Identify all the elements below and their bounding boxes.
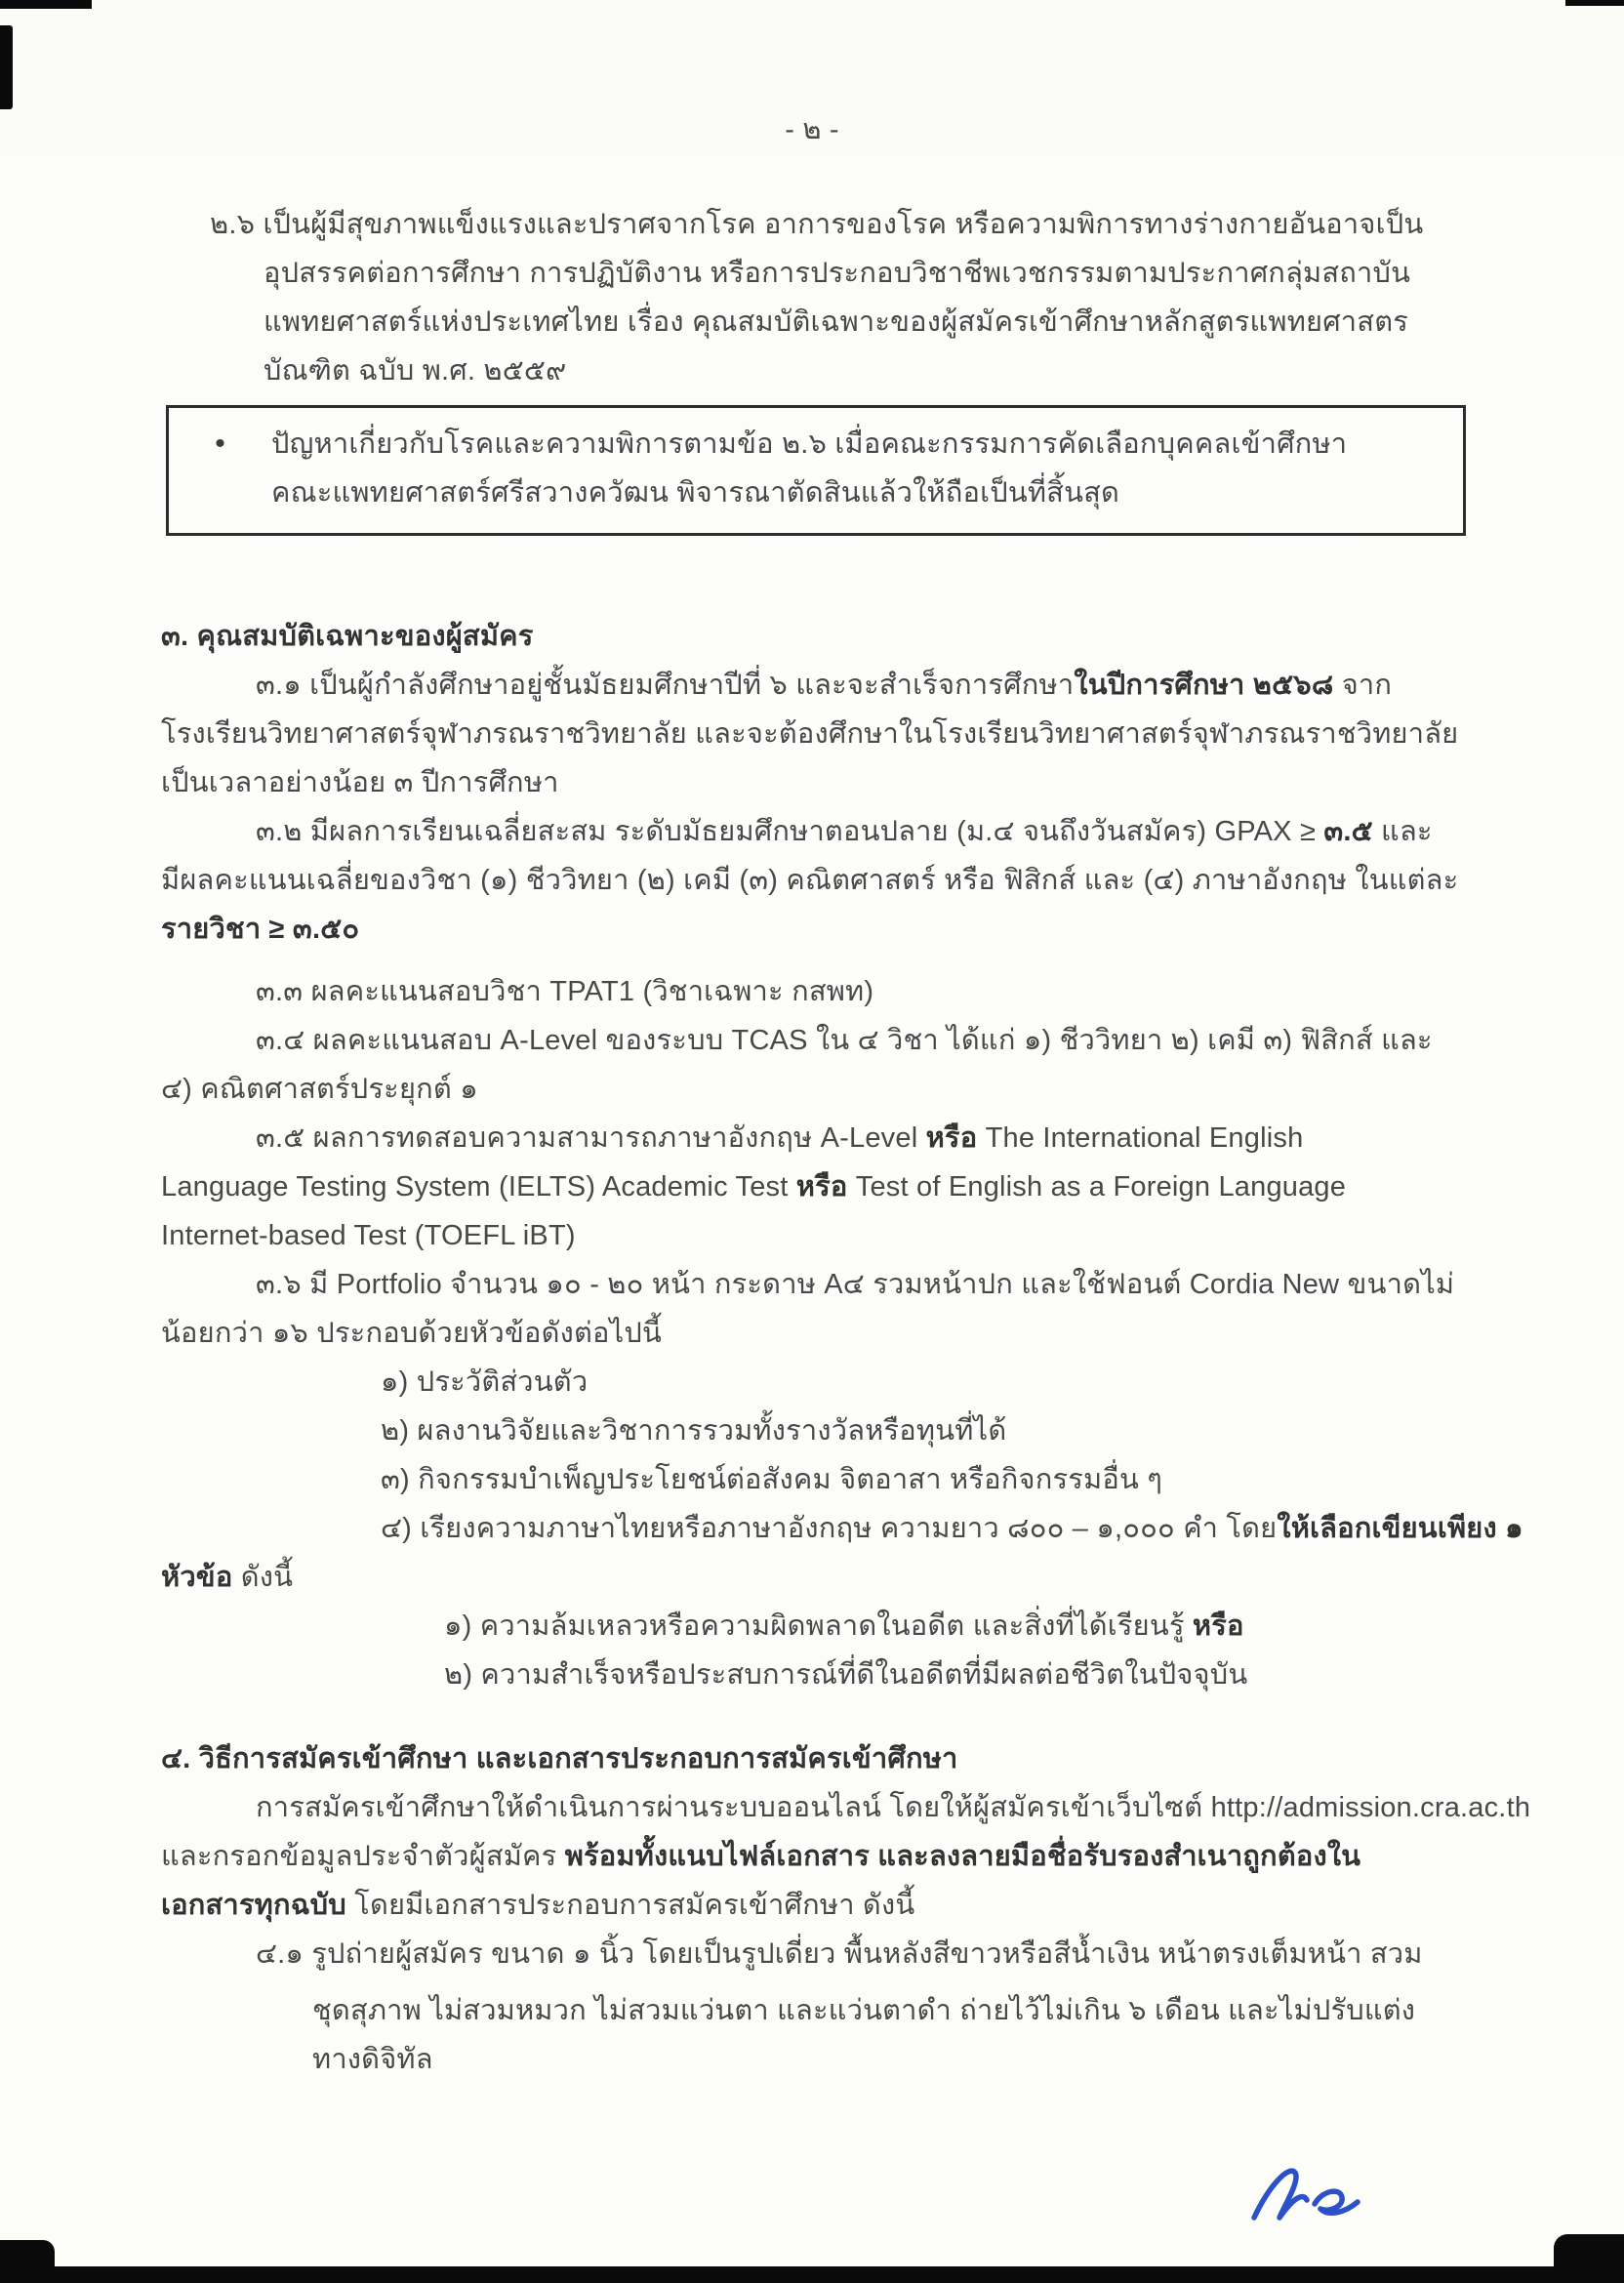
text: โรงเรียนวิทยาศาสตร์จุฬาภรณราชวิทยาลัย และจะต้องศึกษาในโรงเรียนวิทยาศาสตร์จุฬาภรณราชวิทยาลัย [161,718,1459,750]
text: มีผลคะแนนเฉลี่ยของวิชา (๑) ชีววิทยา (๒) เคมี (๓) คณิตศาสตร์ หรือ ฟิสิกส์ และ (๔) ภาษาอังกฤษ ในแต่ละ [161,865,1459,896]
text-bold: หรือ [925,1122,978,1154]
item-3-3-line-1 [256,967,1624,1016]
scan-artifact-top-right [1565,0,1624,6]
item-3-1-line-3 [161,758,1624,807]
item-2-6-line-1 [210,200,1624,249]
section-4-intro-line-2 [161,1832,1624,1881]
text: Test of English as a Foreign Language [847,1171,1347,1203]
item-3-5-line-2 [161,1162,1624,1211]
text: ทางดิจิทัล [312,2044,433,2075]
text-bold: รายวิชา ≥ ๓.๕๐ [161,914,360,945]
text: ๑) ความล้มเหลวหรือความผิดพลาดในอดีต และสิ่งที่ได้เรียนรู้ [444,1610,1193,1642]
scan-artifact-bottom-left [0,2240,55,2283]
text: ๓.๑ เป็นผู้กำลังศึกษาอยู่ชั้นมัธยมศึกษาปีที่ ๖ และจะสำเร็จการศึกษา [256,670,1075,701]
text: ๓.๓ ผลคะแนนสอบวิชา TPAT1 (วิชาเฉพาะ กสพท) [256,976,874,1007]
item-3-5-line-1 [256,1114,1624,1162]
text: ๔) เรียงความภาษาไทยหรือภาษาอังกฤษ ความยาว ๘๐๐ – ๑,๐๐๐ คำ โดย [381,1513,1278,1544]
portfolio-topic-4-cont [161,1553,1624,1602]
item-3-2-line-2 [161,856,1624,905]
disease-notice-box [166,405,1466,536]
text: ๔) คณิตศาสตร์ประยุกต์ ๑ [161,1074,478,1105]
text-bold: หัวข้อ [161,1562,233,1593]
text: และ [1372,816,1433,847]
text: เป็นเวลาอย่างน้อย ๓ ปีการศึกษา [161,767,559,798]
text: น้อยกว่า ๑๖ ประกอบด้วยหัวข้อดังต่อไปนี้ [161,1318,663,1349]
item-4-1-line-1 [256,1930,1624,1978]
text: ๓.๕ ผลการทดสอบความสามารถภาษาอังกฤษ A-Level [256,1122,926,1154]
text-bold: หรือ [1192,1610,1244,1642]
text: ๒.๖ เป็นผู้มีสุขภาพแข็งแรงและปราศจากโรค อาการของโรค หรือความพิการทางร่างกายอันอาจเป็น [210,209,1424,240]
text: และกรอกข้อมูลประจำตัวผู้สมัคร [161,1841,565,1872]
item-2-6-line-3 [264,298,1624,347]
item-3-6-line-2 [161,1309,1624,1358]
portfolio-topic-4 [381,1504,1624,1553]
scan-artifact-top-left-horizontal [0,0,92,9]
section-3-heading [161,612,1624,661]
text: บัณฑิต ฉบับ พ.ศ. ๒๕๕๙ [264,355,567,387]
item-4-1-line-2 [312,1986,1624,2035]
item-3-2-line-1 [256,807,1624,856]
text: Internet-based Test (TOEFL iBT) [161,1220,576,1251]
section-4-intro-line-1 [256,1783,1624,1832]
text-bold: หรือ [795,1171,848,1203]
scan-artifact-bottom-right [1554,2234,1624,2283]
disease-notice-box-line-1 [271,420,1440,469]
section-4-intro-line-3 [161,1881,1624,1930]
text: ๒) ผลงานวิจัยและวิชาการรวมทั้งรางวัลหรือทุนที่ได้ [381,1415,1007,1447]
essay-choice-2 [444,1651,1624,1699]
item-3-1-line-1 [256,661,1624,710]
text-bold: ในปีการศึกษา ๒๕๖๘ [1074,670,1334,701]
item-3-4-line-2 [161,1065,1624,1114]
text-bold: ๓. คุณสมบัติเฉพาะของผู้สมัคร [161,621,534,652]
text: ปัญหาเกี่ยวกับโรคและความพิการตามข้อ ๒.๖ เมื่อคณะกรรมการคัดเลือกบุคคลเข้าศึกษา [271,428,1348,460]
item-3-1-line-2 [161,710,1624,758]
text: Language Testing System (IELTS) Academic Test [161,1171,796,1203]
text: ดังนี้ [232,1562,294,1593]
text: ๔.๑ รูปถ่ายผู้สมัคร ขนาด ๑ นิ้ว โดยเป็นรูปเดี่ยว พื้นหลังสีขาวหรือสีน้ำเงิน หน้าตรงเต็มหน้า สวม [256,1938,1423,1970]
item-4-1-line-3 [312,2035,1624,2084]
text-bold: ๓.๕ [1323,816,1373,847]
section-4-heading [161,1734,1624,1783]
text-bold: พร้อมทั้งแนบไฟล์เอกสาร และลงลายมือชื่อรับรองสำเนาถูกต้องใน [564,1841,1361,1872]
page-number: - ๒ - [785,114,839,145]
text: อุปสรรคต่อการศึกษา การปฏิบัติงาน หรือการประกอบวิชาชีพเวชกรรมตามประกาศกลุ่มสถาบัน [264,258,1411,289]
portfolio-topic-2 [381,1406,1624,1455]
text: The International English [977,1122,1304,1154]
essay-choice-1 [444,1602,1624,1651]
text: ๓.๖ มี Portfolio จำนวน ๑๐ - ๒๐ หน้า กระดาษ A๔ รวมหน้าปก และใช้ฟอนต์ Cordia New ขนาดไม่ [256,1269,1455,1300]
text: ๓.๒ มีผลการเรียนเฉลี่ยสะสม ระดับมัธยมศึกษาตอนปลาย (ม.๔ จนถึงวันสมัคร) GPAX ≥ [256,816,1324,847]
text: ๓) กิจกรรมบำเพ็ญประโยชน์ต่อสังคม จิตอาสา หรือกิจกรรมอื่น ๆ [381,1464,1162,1495]
item-3-2-line-3 [161,905,1624,954]
text: ๒) ความสำเร็จหรือประสบการณ์ที่ดีในอดีตที่มีผลต่อชีวิตในปัจจุบัน [444,1659,1248,1691]
item-2-6-line-2 [264,249,1624,298]
text: จาก [1333,670,1393,701]
text: โดยมีเอกสารประกอบการสมัครเข้าศึกษา ดังนี้ [345,1890,915,1921]
text: การสมัครเข้าศึกษาให้ดำเนินการผ่านระบบออนไลน์ โดยให้ผู้สมัครเข้าเว็บไซต์ http://admission.cra.ac.th [256,1792,1531,1823]
document-body [0,200,1624,2084]
text: แพทยศาสตร์แห่งประเทศไทย เรื่อง คุณสมบัติเฉพาะของผู้สมัครเข้าศึกษาหลักสูตรแพทยศาสตร [264,306,1409,338]
bullet-icon: • [215,428,225,460]
text: ๑) ประวัติส่วนตัว [381,1366,589,1398]
text: ชุดสุภาพ ไม่สวมหมวก ไม่สวมแว่นตา และแว่นตาดำ ถ่ายไว้ไม่เกิน ๖ เดือน และไม่ปรับแต่ง [312,1995,1416,2026]
text-bold: ๔. วิธีการสมัครเข้าศึกษา และเอกสารประกอบการสมัครเข้าศึกษา [161,1743,958,1774]
text: คณะแพทยศาสตร์ศรีสวางควัฒน พิจารณาตัดสินแล้วให้ถือเป็นที่สิ้นสุด [271,477,1120,509]
item-3-4-line-1 [256,1016,1624,1065]
scan-artifact-top-left-vertical [0,25,13,109]
item-3-5-line-3 [161,1211,1624,1260]
item-2-6-line-4 [264,347,1624,395]
text: ๓.๔ ผลคะแนนสอบ A-Level ของระบบ TCAS ใน ๔ วิชา ได้แก่ ๑) ชีววิทยา ๒) เคมี ๓) ฟิสิกส์ และ [256,1025,1433,1056]
item-3-6-line-1 [256,1260,1624,1309]
signature-mark [1244,2155,1371,2243]
scan-artifact-bottom-band [0,2266,1624,2283]
portfolio-topic-1 [381,1358,1624,1406]
text-bold: เอกสารทุกฉบับ [161,1890,346,1921]
disease-notice-box-line-2 [271,469,1440,517]
text-bold: ให้เลือกเขียนเพียง ๑ [1277,1513,1523,1544]
portfolio-topic-3 [381,1455,1624,1504]
